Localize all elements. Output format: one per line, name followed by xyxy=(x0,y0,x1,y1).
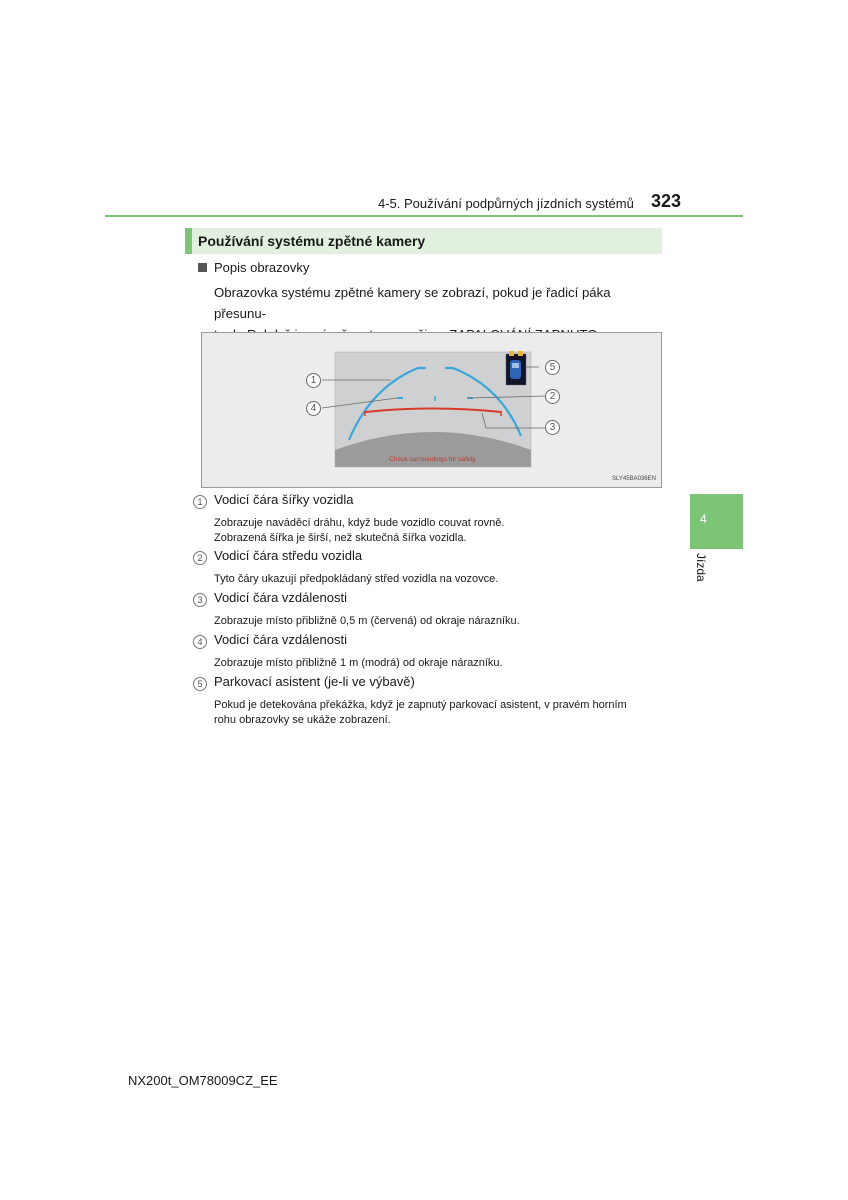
intro-line: Obrazovka systému zpětné kamery se zobrazí, pokud je řadicí páka přesunu- xyxy=(214,285,611,321)
item-description: Pokud je detekována překážka, když je zapnutý parkovací asistent, v pravém horním rohu obrazovky se ukáže zobrazení. xyxy=(214,699,627,726)
item-title: Vodicí čára vzdálenosti xyxy=(214,590,347,605)
parking-assist-icon xyxy=(506,351,526,385)
chapter-tab-label: Jízda xyxy=(694,553,708,582)
callout-5: 5 xyxy=(545,360,560,375)
item-description: Zobrazuje místo přibližně 0,5 m (červená) od okraje nárazníku. xyxy=(214,615,520,627)
callout-1: 1 xyxy=(306,373,321,388)
chapter-header: 4-5. Používání podpůrných jízdních systémů xyxy=(378,196,634,211)
callout-3: 3 xyxy=(545,420,560,435)
chapter-tab xyxy=(690,494,743,549)
callout-2: 2 xyxy=(545,389,560,404)
square-bullet-icon xyxy=(198,263,207,272)
item-title: Vodicí čára vzdálenosti xyxy=(214,632,347,647)
item-title: Vodicí čára šířky vozidla xyxy=(214,492,354,507)
page-number: 323 xyxy=(651,191,682,211)
warning-text: Check surroundings for safety. xyxy=(389,456,477,463)
item-description: Tyto čáry ukazují předpokládaný střed vozidla na vozovce. xyxy=(214,573,499,585)
subsection-title: Popis obrazovky xyxy=(214,260,310,275)
figure-code: SLY45BA036EN xyxy=(612,476,656,482)
section-title: Používání systému zpětné kamery xyxy=(198,233,426,249)
item-description: Zobrazuje naváděcí dráhu, když bude vozidlo couvat rovně. Zobrazená šířka je širší, než skutečná šířka vozidla. xyxy=(214,517,505,544)
item-title: Vodicí čára středu vozidla xyxy=(214,548,363,563)
chapter-tab-number: 4 xyxy=(700,512,707,526)
item-number: 4 xyxy=(193,635,207,649)
header-divider xyxy=(105,215,743,217)
item-description: Zobrazuje místo přibližně 1 m (modrá) od okraje nárazníku. xyxy=(214,657,503,669)
manual-code: NX200t_OM78009CZ_EE xyxy=(128,1073,278,1088)
item-title: Parkovací asistent (je-li ve výbavě) xyxy=(214,674,415,689)
item-number: 1 xyxy=(193,495,207,509)
callout-4: 4 xyxy=(306,401,321,416)
item-number: 2 xyxy=(193,551,207,565)
item-number: 3 xyxy=(193,593,207,607)
rear-camera-screen-illustration xyxy=(201,332,662,488)
item-number: 5 xyxy=(193,677,207,691)
